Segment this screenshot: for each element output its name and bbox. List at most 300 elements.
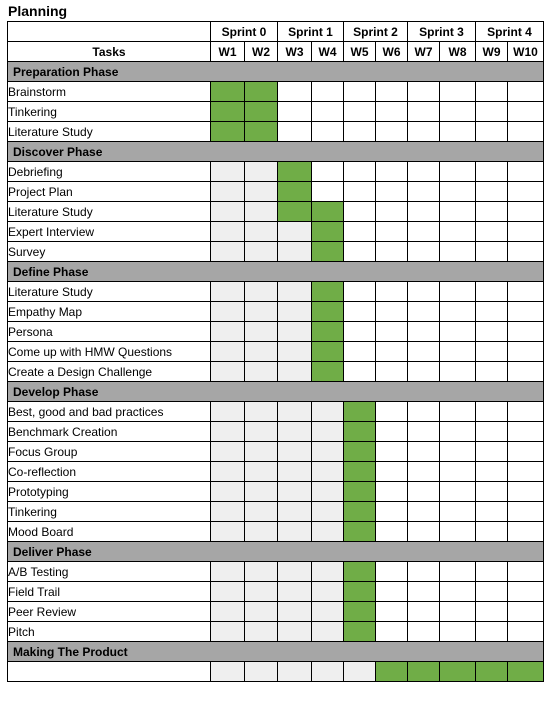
week-cell — [312, 402, 344, 422]
week-cell — [440, 402, 476, 422]
week-cell — [211, 422, 245, 442]
week-cell — [344, 82, 376, 102]
week-cell — [408, 402, 440, 422]
week-cell — [440, 522, 476, 542]
week-cell — [440, 602, 476, 622]
week-cell — [245, 602, 278, 622]
week-cell — [312, 182, 344, 202]
week-cell — [211, 342, 245, 362]
week-cell — [278, 422, 312, 442]
week-cell — [408, 362, 440, 382]
week-cell — [376, 302, 408, 322]
scheduled-week-cell — [476, 662, 508, 682]
week-cell — [344, 662, 376, 682]
week-cell — [245, 222, 278, 242]
week-cell — [376, 522, 408, 542]
scheduled-week-cell — [508, 662, 544, 682]
week-cell — [211, 662, 245, 682]
week-cell — [376, 622, 408, 642]
week-cell — [408, 282, 440, 302]
week-cell — [408, 322, 440, 342]
phase-name: Making The Product — [8, 642, 544, 662]
week-cell — [211, 182, 245, 202]
scheduled-week-cell — [344, 562, 376, 582]
task-row — [8, 482, 544, 502]
task-row — [8, 82, 544, 102]
sprint-header: Sprint 3 — [408, 22, 476, 42]
week-cell — [440, 342, 476, 362]
week-cell — [278, 242, 312, 262]
sprint-header-row — [8, 22, 544, 42]
week-cell — [408, 602, 440, 622]
week-cell — [476, 502, 508, 522]
week-cell — [408, 462, 440, 482]
week-cell — [344, 242, 376, 262]
week-cell — [245, 562, 278, 582]
task-name — [8, 662, 211, 682]
week-cell — [211, 442, 245, 462]
week-cell — [278, 342, 312, 362]
week-cell — [312, 422, 344, 442]
scheduled-week-cell — [344, 582, 376, 602]
scheduled-week-cell — [312, 242, 344, 262]
task-row — [8, 462, 544, 482]
week-cell — [312, 582, 344, 602]
week-cell — [508, 442, 544, 462]
week-cell — [376, 422, 408, 442]
week-cell — [408, 242, 440, 262]
week-cell — [408, 622, 440, 642]
task-name: Field Trail — [8, 582, 211, 602]
task-name: Literature Study — [8, 202, 211, 222]
sprint-header: Sprint 2 — [344, 22, 408, 42]
week-cell — [211, 202, 245, 222]
week-cell — [278, 82, 312, 102]
task-name: Brainstorm — [8, 82, 211, 102]
week-cell — [508, 362, 544, 382]
task-row — [8, 362, 544, 382]
week-cell — [278, 482, 312, 502]
week-cell — [211, 482, 245, 502]
week-cell — [476, 242, 508, 262]
scheduled-week-cell — [344, 602, 376, 622]
week-cell — [408, 562, 440, 582]
week-cell — [312, 442, 344, 462]
week-cell — [376, 442, 408, 462]
week-cell — [344, 362, 376, 382]
week-cell — [376, 482, 408, 502]
week-cell — [344, 342, 376, 362]
week-cell — [211, 402, 245, 422]
task-name: Project Plan — [8, 182, 211, 202]
phase-name: Develop Phase — [8, 382, 544, 402]
week-cell — [245, 502, 278, 522]
week-cell — [476, 302, 508, 322]
week-cell — [376, 102, 408, 122]
sprint-header: Sprint 4 — [476, 22, 544, 42]
week-cell — [508, 322, 544, 342]
scheduled-week-cell — [344, 462, 376, 482]
scheduled-week-cell — [344, 402, 376, 422]
week-cell — [278, 622, 312, 642]
week-cell — [278, 302, 312, 322]
scheduled-week-cell — [211, 102, 245, 122]
week-header: W10 — [508, 42, 544, 62]
scheduled-week-cell — [245, 82, 278, 102]
task-name: Empathy Map — [8, 302, 211, 322]
week-cell — [440, 562, 476, 582]
week-cell — [245, 582, 278, 602]
week-cell — [245, 462, 278, 482]
week-cell — [344, 322, 376, 342]
week-cell — [245, 362, 278, 382]
week-cell — [408, 442, 440, 462]
week-cell — [408, 342, 440, 362]
week-cell — [344, 182, 376, 202]
week-cell — [440, 202, 476, 222]
week-cell — [476, 462, 508, 482]
week-cell — [376, 402, 408, 422]
week-cell — [211, 562, 245, 582]
task-name: Co-reflection — [8, 462, 211, 482]
week-cell — [408, 582, 440, 602]
task-row — [8, 222, 544, 242]
week-cell — [344, 122, 376, 142]
scheduled-week-cell — [278, 202, 312, 222]
phase-row — [8, 142, 544, 162]
task-row — [8, 582, 544, 602]
week-cell — [508, 162, 544, 182]
task-name: Mood Board — [8, 522, 211, 542]
week-cell — [376, 322, 408, 342]
week-cell — [476, 442, 508, 462]
week-cell — [278, 442, 312, 462]
week-cell — [344, 282, 376, 302]
phase-row — [8, 382, 544, 402]
scheduled-week-cell — [344, 482, 376, 502]
task-name: Benchmark Creation — [8, 422, 211, 442]
week-cell — [211, 622, 245, 642]
task-name: Persona — [8, 322, 211, 342]
sprint-header: Sprint 1 — [278, 22, 344, 42]
week-cell — [508, 422, 544, 442]
week-header: W2 — [245, 42, 278, 62]
week-cell — [408, 502, 440, 522]
page-title: Planning — [8, 3, 68, 19]
week-cell — [312, 162, 344, 182]
task-name: Prototyping — [8, 482, 211, 502]
week-cell — [476, 562, 508, 582]
task-name: Peer Review — [8, 602, 211, 622]
week-cell — [211, 462, 245, 482]
task-name: Tinkering — [8, 502, 211, 522]
scheduled-week-cell — [245, 122, 278, 142]
week-cell — [408, 162, 440, 182]
task-row — [8, 322, 544, 342]
week-cell — [245, 622, 278, 642]
task-row — [8, 502, 544, 522]
week-cell — [312, 622, 344, 642]
week-cell — [408, 122, 440, 142]
phase-name: Discover Phase — [8, 142, 544, 162]
week-cell — [508, 622, 544, 642]
scheduled-week-cell — [344, 422, 376, 442]
task-name: Best, good and bad practices — [8, 402, 211, 422]
week-cell — [476, 522, 508, 542]
scheduled-week-cell — [344, 442, 376, 462]
week-cell — [376, 502, 408, 522]
week-cell — [312, 602, 344, 622]
week-cell — [476, 202, 508, 222]
week-cell — [376, 122, 408, 142]
week-cell — [278, 662, 312, 682]
week-cell — [211, 282, 245, 302]
week-cell — [508, 282, 544, 302]
week-cell — [440, 502, 476, 522]
week-cell — [376, 602, 408, 622]
scheduled-week-cell — [211, 82, 245, 102]
week-cell — [508, 202, 544, 222]
week-cell — [476, 122, 508, 142]
week-cell — [278, 402, 312, 422]
week-cell — [408, 302, 440, 322]
week-header: W1 — [211, 42, 245, 62]
week-cell — [245, 282, 278, 302]
week-cell — [408, 522, 440, 542]
week-cell — [312, 82, 344, 102]
week-header: W3 — [278, 42, 312, 62]
scheduled-week-cell — [312, 322, 344, 342]
task-row — [8, 122, 544, 142]
scheduled-week-cell — [312, 282, 344, 302]
week-cell — [278, 362, 312, 382]
scheduled-week-cell — [376, 662, 408, 682]
task-name: Survey — [8, 242, 211, 262]
task-name: Create a Design Challenge — [8, 362, 211, 382]
week-cell — [278, 102, 312, 122]
task-row — [8, 402, 544, 422]
week-cell — [440, 102, 476, 122]
scheduled-week-cell — [312, 202, 344, 222]
week-cell — [440, 622, 476, 642]
week-cell — [344, 202, 376, 222]
week-cell — [344, 222, 376, 242]
task-row — [8, 442, 544, 462]
week-cell — [312, 122, 344, 142]
week-cell — [245, 302, 278, 322]
scheduled-week-cell — [312, 342, 344, 362]
week-cell — [476, 362, 508, 382]
week-cell — [440, 122, 476, 142]
scheduled-week-cell — [344, 622, 376, 642]
gantt-body — [8, 62, 544, 682]
week-cell — [440, 82, 476, 102]
week-cell — [508, 222, 544, 242]
week-cell — [376, 562, 408, 582]
scheduled-week-cell — [245, 102, 278, 122]
week-header: W6 — [376, 42, 408, 62]
week-cell — [508, 562, 544, 582]
week-cell — [408, 102, 440, 122]
week-cell — [211, 242, 245, 262]
week-cell — [245, 342, 278, 362]
week-cell — [476, 622, 508, 642]
week-cell — [245, 662, 278, 682]
week-cell — [440, 222, 476, 242]
week-cell — [278, 222, 312, 242]
week-cell — [312, 522, 344, 542]
week-cell — [476, 222, 508, 242]
task-row — [8, 102, 544, 122]
week-cell — [440, 362, 476, 382]
week-cell — [211, 582, 245, 602]
week-cell — [476, 402, 508, 422]
scheduled-week-cell — [312, 222, 344, 242]
week-cell — [476, 322, 508, 342]
task-row — [8, 522, 544, 542]
week-cell — [376, 242, 408, 262]
week-cell — [211, 602, 245, 622]
week-cell — [508, 402, 544, 422]
week-header: W7 — [408, 42, 440, 62]
week-cell — [278, 522, 312, 542]
week-cell — [278, 582, 312, 602]
week-cell — [476, 162, 508, 182]
week-header: W5 — [344, 42, 376, 62]
week-cell — [408, 82, 440, 102]
week-cell — [508, 342, 544, 362]
task-name: Come up with HMW Questions — [8, 342, 211, 362]
week-header: W4 — [312, 42, 344, 62]
week-cell — [508, 502, 544, 522]
week-cell — [508, 102, 544, 122]
phase-row — [8, 62, 544, 82]
week-cell — [211, 162, 245, 182]
task-row — [8, 162, 544, 182]
week-cell — [408, 482, 440, 502]
week-cell — [312, 102, 344, 122]
scheduled-week-cell — [278, 162, 312, 182]
week-cell — [245, 522, 278, 542]
week-cell — [508, 522, 544, 542]
week-cell — [245, 442, 278, 462]
week-cell — [476, 602, 508, 622]
scheduled-week-cell — [440, 662, 476, 682]
week-cell — [278, 602, 312, 622]
scheduled-week-cell — [211, 122, 245, 142]
week-cell — [408, 222, 440, 242]
week-cell — [245, 482, 278, 502]
phase-row — [8, 542, 544, 562]
task-name: A/B Testing — [8, 562, 211, 582]
task-row — [8, 202, 544, 222]
week-cell — [211, 362, 245, 382]
week-cell — [278, 282, 312, 302]
task-row — [8, 282, 544, 302]
week-cell — [476, 282, 508, 302]
week-cell — [508, 182, 544, 202]
week-cell — [211, 322, 245, 342]
phase-name: Preparation Phase — [8, 62, 544, 82]
week-cell — [476, 342, 508, 362]
week-cell — [245, 402, 278, 422]
week-cell — [376, 202, 408, 222]
week-cell — [376, 582, 408, 602]
task-row — [8, 302, 544, 322]
week-cell — [211, 222, 245, 242]
week-cell — [508, 602, 544, 622]
week-cell — [278, 462, 312, 482]
week-cell — [440, 242, 476, 262]
week-cell — [476, 482, 508, 502]
week-cell — [440, 162, 476, 182]
week-cell — [508, 302, 544, 322]
week-cell — [376, 282, 408, 302]
week-cell — [508, 582, 544, 602]
week-cell — [376, 342, 408, 362]
week-cell — [376, 462, 408, 482]
week-cell — [440, 442, 476, 462]
task-row — [8, 242, 544, 262]
week-cell — [476, 82, 508, 102]
week-cell — [508, 82, 544, 102]
week-cell — [508, 462, 544, 482]
task-name: Focus Group — [8, 442, 211, 462]
planning-table — [7, 21, 544, 682]
week-cell — [440, 422, 476, 442]
task-row — [8, 662, 544, 682]
week-cell — [508, 482, 544, 502]
phase-name: Deliver Phase — [8, 542, 544, 562]
week-cell — [245, 242, 278, 262]
task-name: Literature Study — [8, 282, 211, 302]
week-cell — [245, 422, 278, 442]
sprint-header-blank — [8, 22, 211, 42]
week-cell — [278, 502, 312, 522]
week-header: W9 — [476, 42, 508, 62]
week-cell — [245, 202, 278, 222]
week-cell — [440, 462, 476, 482]
task-name: Expert Interview — [8, 222, 211, 242]
week-cell — [376, 222, 408, 242]
week-cell — [376, 182, 408, 202]
task-row — [8, 342, 544, 362]
task-row — [8, 182, 544, 202]
week-cell — [312, 462, 344, 482]
scheduled-week-cell — [344, 522, 376, 542]
week-cell — [440, 182, 476, 202]
week-cell — [440, 302, 476, 322]
week-cell — [312, 482, 344, 502]
week-cell — [440, 482, 476, 502]
tasks-column-header: Tasks — [8, 42, 211, 62]
week-cell — [440, 582, 476, 602]
phase-name: Define Phase — [8, 262, 544, 282]
week-cell — [245, 182, 278, 202]
week-cell — [312, 662, 344, 682]
week-cell — [408, 182, 440, 202]
week-cell — [376, 82, 408, 102]
week-cell — [344, 162, 376, 182]
scheduled-week-cell — [312, 362, 344, 382]
week-cell — [245, 322, 278, 342]
week-cell — [211, 522, 245, 542]
week-cell — [312, 502, 344, 522]
task-row — [8, 622, 544, 642]
task-row — [8, 562, 544, 582]
week-cell — [344, 102, 376, 122]
week-cell — [278, 322, 312, 342]
